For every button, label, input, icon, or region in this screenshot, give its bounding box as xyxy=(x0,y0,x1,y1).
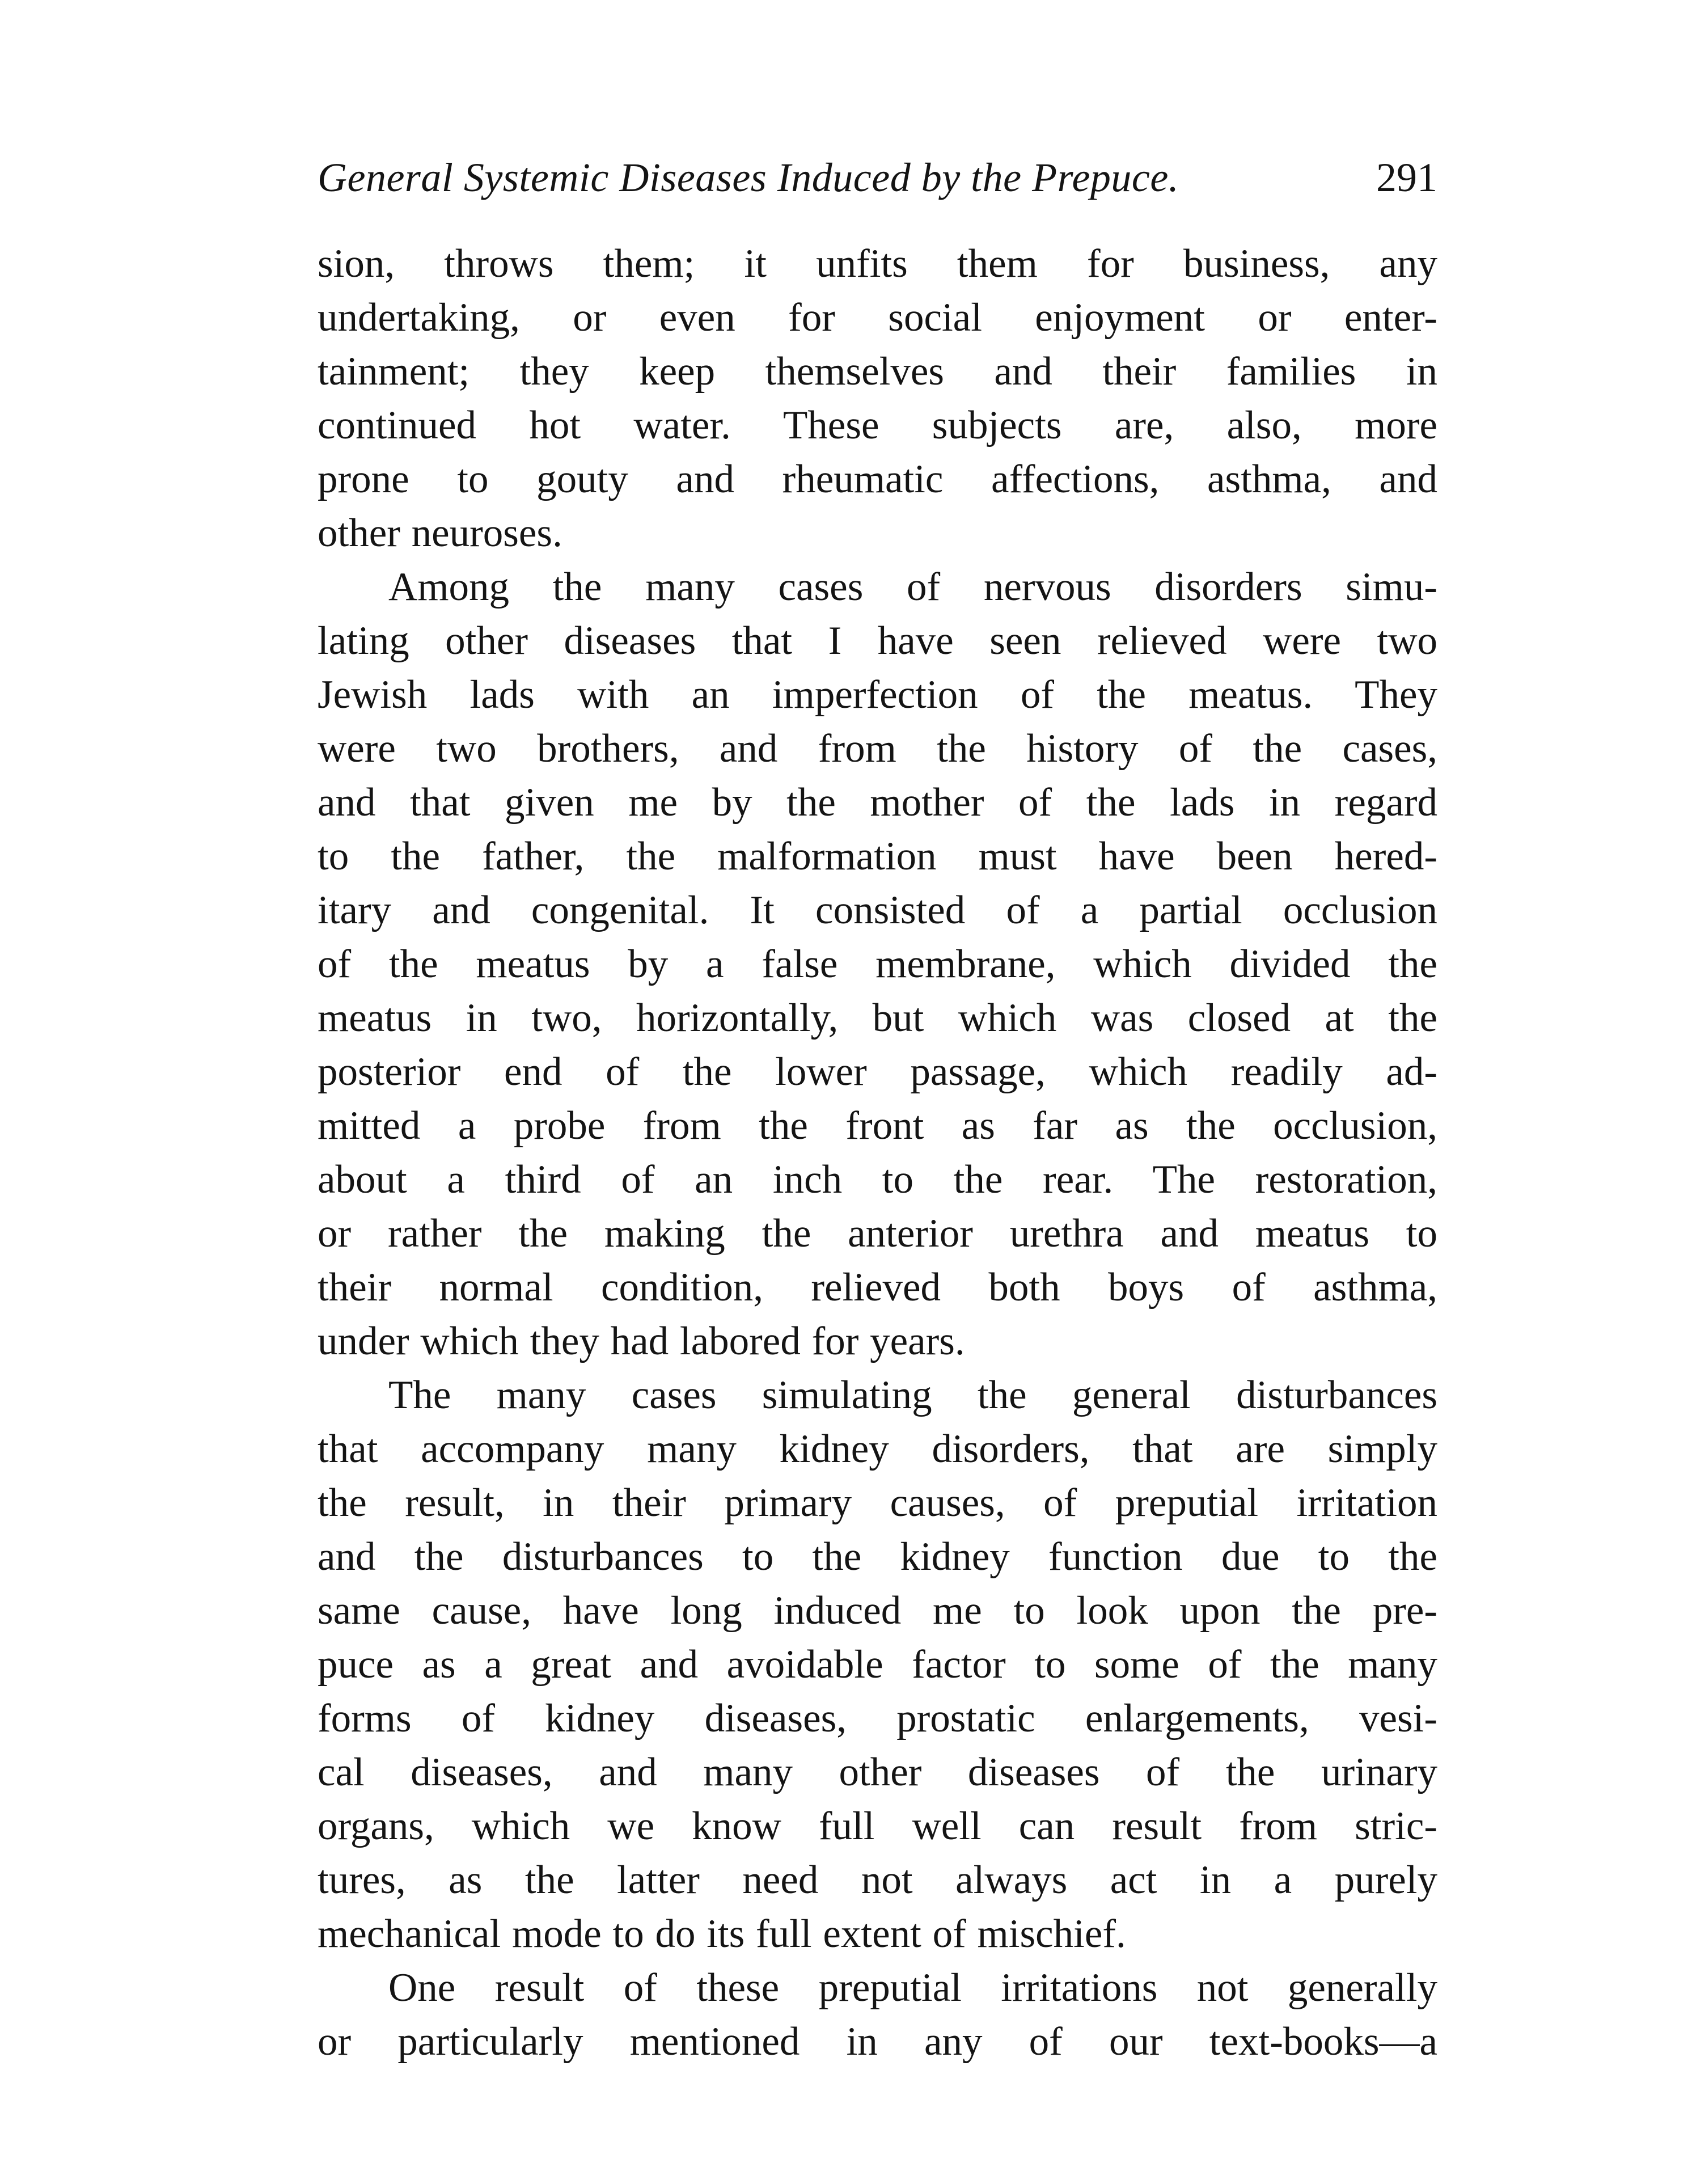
text-line: continued hot water. These subjects are, also, more xyxy=(318,403,1437,447)
page-header xyxy=(318,146,1437,209)
text-line: to the father, the malformation must have been hered- xyxy=(318,834,1437,878)
text-line: cal diseases, and many other diseases of the urinary xyxy=(318,1750,1437,1794)
text-line: forms of kidney diseases, prostatic enlargements, vesi- xyxy=(318,1696,1437,1741)
text-line: and the disturbances to the kidney function due to the xyxy=(318,1535,1437,1579)
running-title: General Systemic Diseases Induced by the Prepuce. xyxy=(318,155,1179,200)
text-line: mitted a probe from the front as far as the occlusion, xyxy=(318,1104,1437,1148)
text-line: mechanical mode to do its full extent of mischief. xyxy=(318,1912,1126,1956)
text-line: sion, throws them; it unfits them for business, any xyxy=(318,242,1437,286)
text-line: prone to gouty and rheumatic affections, asthma, and xyxy=(318,457,1437,501)
text-line: organs, which we know full well can result from stric- xyxy=(318,1804,1437,1848)
text-line: that accompany many kidney disorders, that are simply xyxy=(318,1427,1437,1471)
text-line: tainment; they keep themselves and their families in xyxy=(318,349,1437,394)
text-line: of the meatus by a false membrane, which divided the xyxy=(318,942,1437,986)
text-line: the result, in their primary causes, of preputial irritation xyxy=(318,1481,1437,1525)
text-line: or particularly mentioned in any of our text-books—a xyxy=(318,2020,1437,2064)
text-line: Jewish lads with an imperfection of the meatus. They xyxy=(318,673,1437,717)
text-line: and that given me by the mother of the lads in regard xyxy=(318,780,1437,825)
body-text xyxy=(318,237,1437,2069)
text-line: One result of these preputial irritations not generally xyxy=(388,1966,1437,2010)
text-line: Among the many cases of nervous disorders simu- xyxy=(388,565,1437,609)
text-line: undertaking, or even for social enjoyment or enter- xyxy=(318,295,1437,340)
text-line: itary and congenital. It consisted of a partial occlusion xyxy=(318,888,1437,932)
text-line: under which they had labored for years. xyxy=(318,1319,965,1363)
text-line: same cause, have long induced me to look upon the pre- xyxy=(318,1589,1437,1633)
text-line: posterior end of the lower passage, which readily ad- xyxy=(318,1050,1437,1094)
paragraph-2 xyxy=(318,560,1437,1368)
text-line: meatus in two, horizontally, but which was closed at the xyxy=(318,996,1437,1040)
text-line: other neuroses. xyxy=(318,511,562,555)
text-line: tures, as the latter need not always act in a purely xyxy=(318,1858,1437,1902)
text-line: were two brothers, and from the history of the cases, xyxy=(318,726,1437,771)
paragraph-3 xyxy=(318,1368,1437,1961)
paragraph-4 xyxy=(318,1961,1437,2069)
text-line: their normal condition, relieved both boys of asthma, xyxy=(318,1265,1437,1309)
text-line: or rather the making the anterior urethra and meatus to xyxy=(318,1211,1437,1256)
text-line: The many cases simulating the general disturbances xyxy=(388,1373,1437,1417)
page-number: 291 xyxy=(1376,155,1437,200)
text-line: about a third of an inch to the rear. The restoration, xyxy=(318,1158,1437,1202)
text-line: lating other diseases that I have seen relieved were two xyxy=(318,619,1437,663)
text-line: puce as a great and avoidable factor to some of the many xyxy=(318,1642,1437,1687)
paragraph-1 xyxy=(318,237,1437,560)
